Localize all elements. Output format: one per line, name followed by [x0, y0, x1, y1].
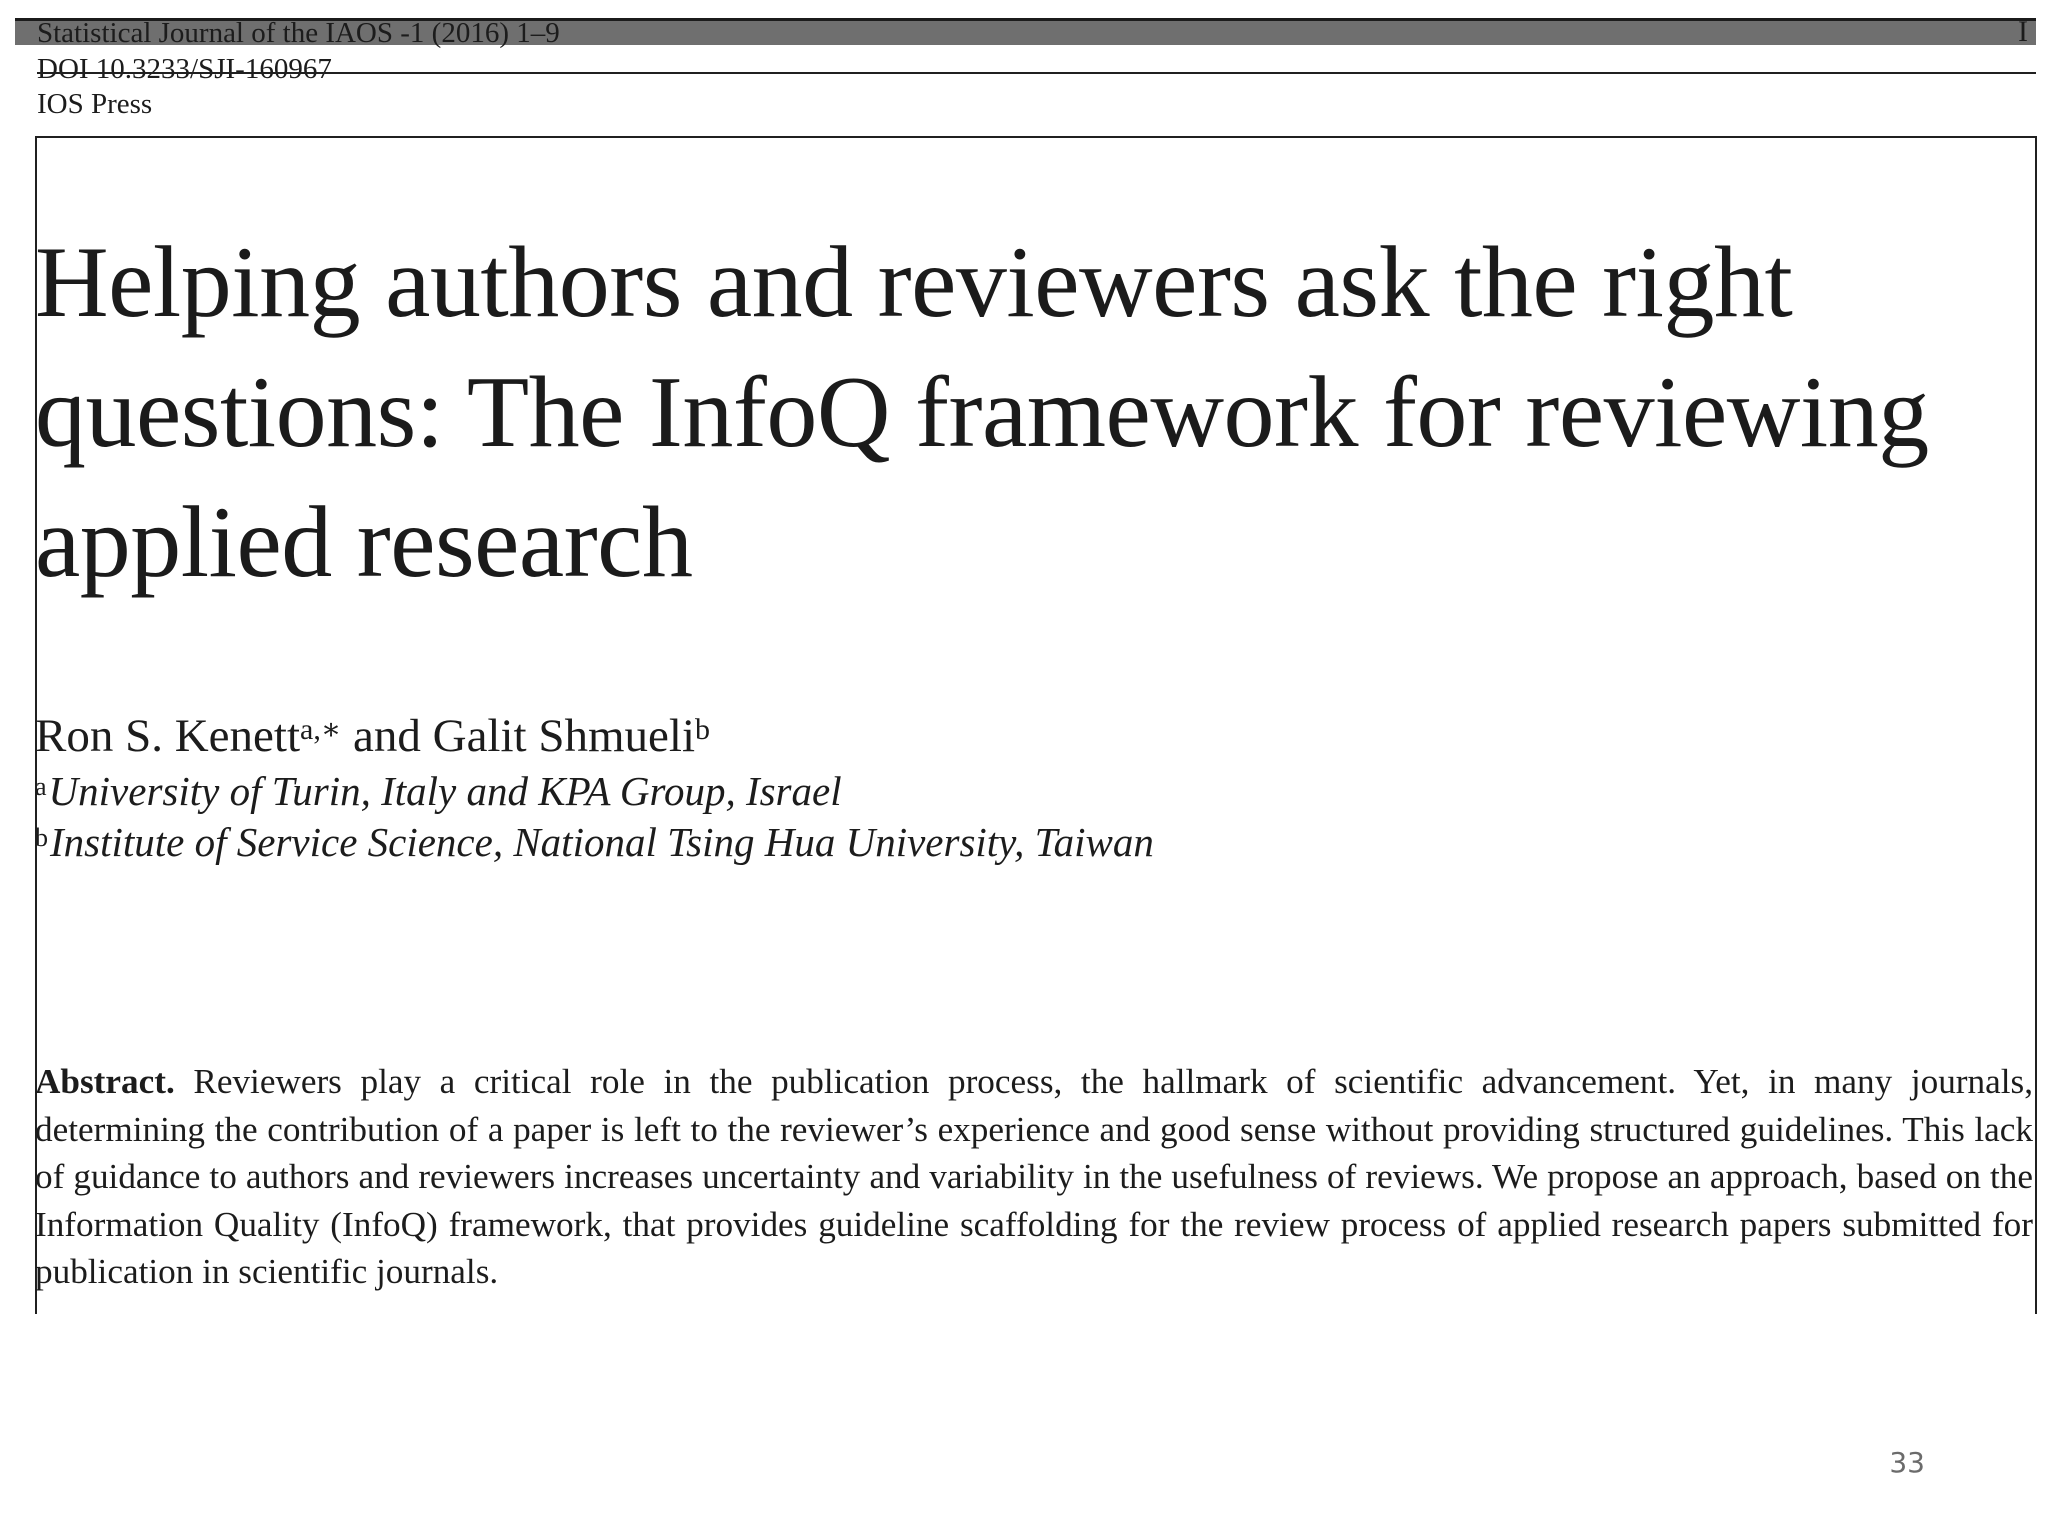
affiliation-b-mark: b	[35, 823, 48, 852]
author-name-1: Ron S. Kenett	[35, 710, 301, 762]
abstract-heading: Abstract.	[35, 1062, 175, 1101]
header-rule	[37, 72, 2036, 74]
author-2-affiliation-marks: b	[695, 713, 711, 746]
abstract-body: Reviewers play a critical role in the publication process, the hallmark of scientific advancement. Yet, in many journals, determining the contribution of a paper is left to the reviewer’s experience and good sense without providing structured guidelines. This lack of guidance to authors and reviewers increases uncertainty and variability in the usefulness of reviews. We propose an approach, based on the Information Quality (InfoQ) framework, that provides guideline scaffolding for the review process of applied research papers submitted for publication in scientific journals.	[35, 1062, 2033, 1291]
author-1-affiliation-marks: a,∗	[300, 713, 342, 746]
affiliation-b-text: Institute of Service Science, National Tsing Hua University, Taiwan	[50, 819, 1154, 865]
affiliation-a-text: University of Turin, Italy and KPA Group, Israel	[48, 768, 842, 814]
slide-page-number: 33	[1889, 1446, 1925, 1479]
author-line	[35, 706, 710, 766]
affiliation-b	[35, 817, 1154, 867]
author-conjunction: and	[341, 710, 433, 762]
abstract-paragraph	[35, 1058, 2033, 1296]
affiliation-a	[35, 766, 842, 816]
affiliation-a-mark: a	[35, 772, 47, 801]
publisher-name: IOS Press	[37, 88, 153, 120]
author-name-2: Galit Shmueli	[432, 710, 696, 762]
doi-text: DOI 10.3233/SJI-160967	[37, 53, 332, 85]
journal-citation: Statistical Journal of the IAOS -1 (2016) 1–9	[37, 17, 560, 49]
header-corner-mark: I	[2018, 15, 2028, 48]
paper-title: Helping authors and reviewers ask the right questions: The InfoQ framework for reviewing applied research	[35, 226, 1929, 599]
